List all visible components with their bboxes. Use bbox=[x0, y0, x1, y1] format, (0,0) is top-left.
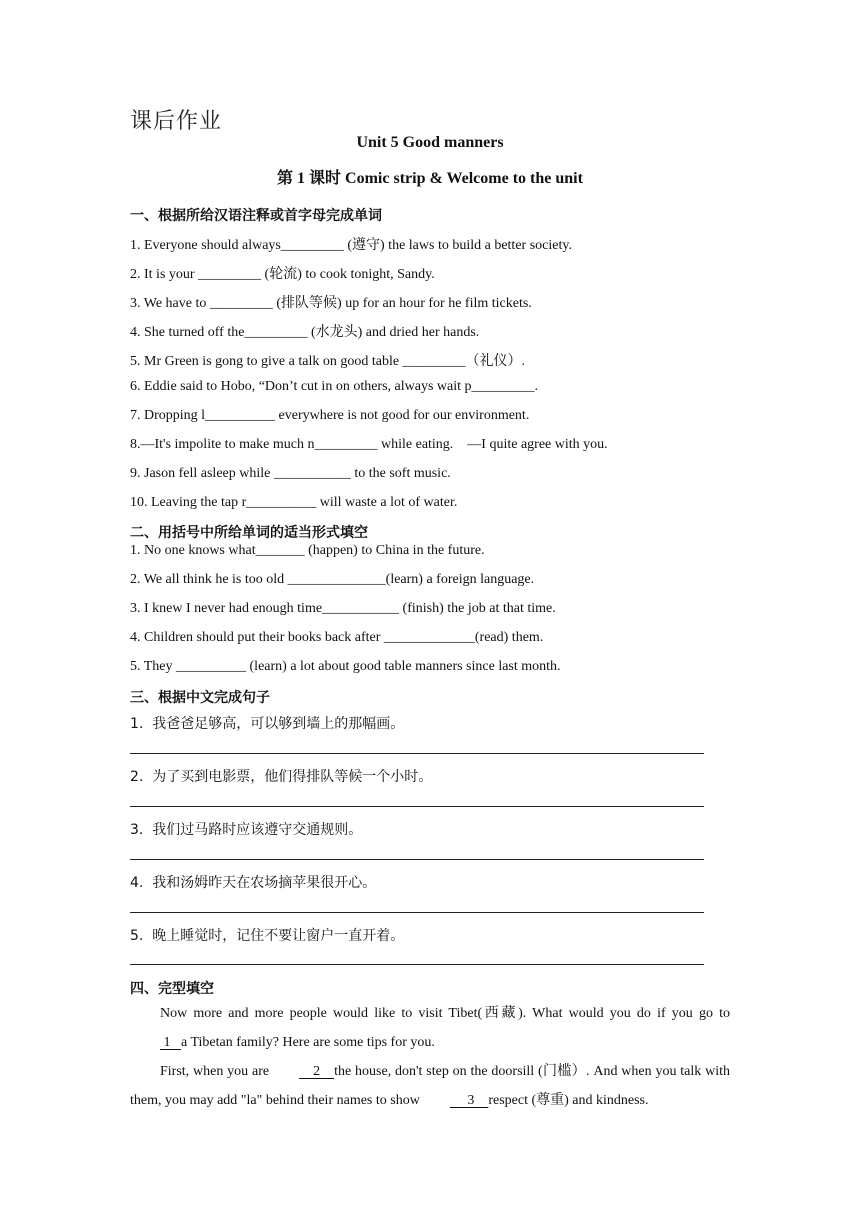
exercise-item: 1. No one knows what_______ (happen) to China in the future. bbox=[130, 543, 485, 558]
cloze-paragraph-2 bbox=[130, 1057, 730, 1115]
answer-line bbox=[130, 806, 704, 807]
translation-item: 2. 为了买到电影票，他们得排队等候一个小时。 bbox=[130, 769, 433, 785]
cloze-text: First, when you are bbox=[160, 1064, 270, 1079]
exercise-item: 1. Everyone should always_________ (遵守) the laws to build a better society. bbox=[130, 238, 572, 253]
cloze-blank-1: 1 bbox=[163, 1035, 171, 1050]
exercise-item: 9. Jason fell asleep while ___________ to the soft music. bbox=[130, 466, 451, 481]
exercise-item: 4. Children should put their books back after _____________(read) them. bbox=[130, 630, 544, 645]
answer-line bbox=[130, 753, 704, 754]
cloze-blank-3: 3 bbox=[467, 1093, 475, 1108]
exercise-item: 6. Eddie said to Hobo, “Don’t cut in on others, always wait p_________. bbox=[130, 379, 539, 394]
unit-title: Unit 5 Good manners bbox=[356, 134, 504, 151]
exercise-item: 3. We have to _________ (排队等候) up for an hour for he film tickets. bbox=[130, 296, 532, 311]
cloze-text: a Tibetan family? Here are some tips for you. bbox=[181, 1035, 435, 1050]
section4-heading: 四、完型填空 bbox=[130, 981, 214, 997]
cloze-text: the house, don't step on the doorsill (门槛）. And when you talk with them, you may add "la" behind their names to show bbox=[130, 1064, 731, 1108]
section3-heading: 三、根据中文完成句子 bbox=[130, 690, 270, 706]
exercise-item: 7. Dropping l__________ everywhere is not good for our environment. bbox=[130, 408, 530, 423]
translation-item: 1. 我爸爸足够高，可以够到墙上的那幅画。 bbox=[130, 716, 405, 732]
cloze-text: respect (尊重) and kindness. bbox=[488, 1093, 649, 1108]
homework-label: 课后作业 bbox=[130, 109, 223, 134]
section1-heading: 一、根据所给汉语注释或首字母完成单词 bbox=[130, 208, 382, 224]
cloze-blank-2: 2 bbox=[313, 1064, 321, 1079]
exercise-item: 5. Mr Green is gong to give a talk on good table _________（礼仪）. bbox=[130, 354, 526, 369]
translation-item: 4. 我和汤姆昨天在农场摘苹果很开心。 bbox=[130, 875, 377, 891]
section2-heading: 二、用括号中所给单词的适当形式填空 bbox=[130, 525, 368, 541]
exercise-item: 2. It is your _________ (轮流) to cook tonight, Sandy. bbox=[130, 267, 435, 282]
answer-line bbox=[130, 964, 704, 965]
exercise-item: 4. She turned off the_________ (水龙头) and dried her hands. bbox=[130, 325, 480, 340]
answer-line bbox=[130, 859, 704, 860]
answer-line bbox=[130, 912, 704, 913]
exercise-item: 3. I knew I never had enough time___________ (finish) the job at that time. bbox=[130, 601, 556, 616]
translation-item: 3. 我们过马路时应该遵守交通规则。 bbox=[130, 822, 363, 838]
cloze-text: Now more and more people would like to visit Tibet(西藏). What would you do if you go to bbox=[160, 1006, 730, 1021]
cloze-paragraph-1 bbox=[130, 999, 730, 1057]
exercise-item: 2. We all think he is too old ______________(learn) a foreign language. bbox=[130, 572, 535, 587]
exercise-item: 8.—It's impolite to make much n_________ while eating. —I quite agree with you. bbox=[130, 437, 608, 452]
exercise-item: 10. Leaving the tap r__________ will waste a lot of water. bbox=[130, 495, 458, 510]
exercise-item: 5. They __________ (learn) a lot about good table manners since last month. bbox=[130, 659, 561, 674]
lesson-title: 第 1 课时 Comic strip & Welcome to the unit bbox=[277, 170, 583, 187]
translation-item: 5. 晚上睡觉时，记住不要让窗户一直开着。 bbox=[130, 928, 405, 944]
